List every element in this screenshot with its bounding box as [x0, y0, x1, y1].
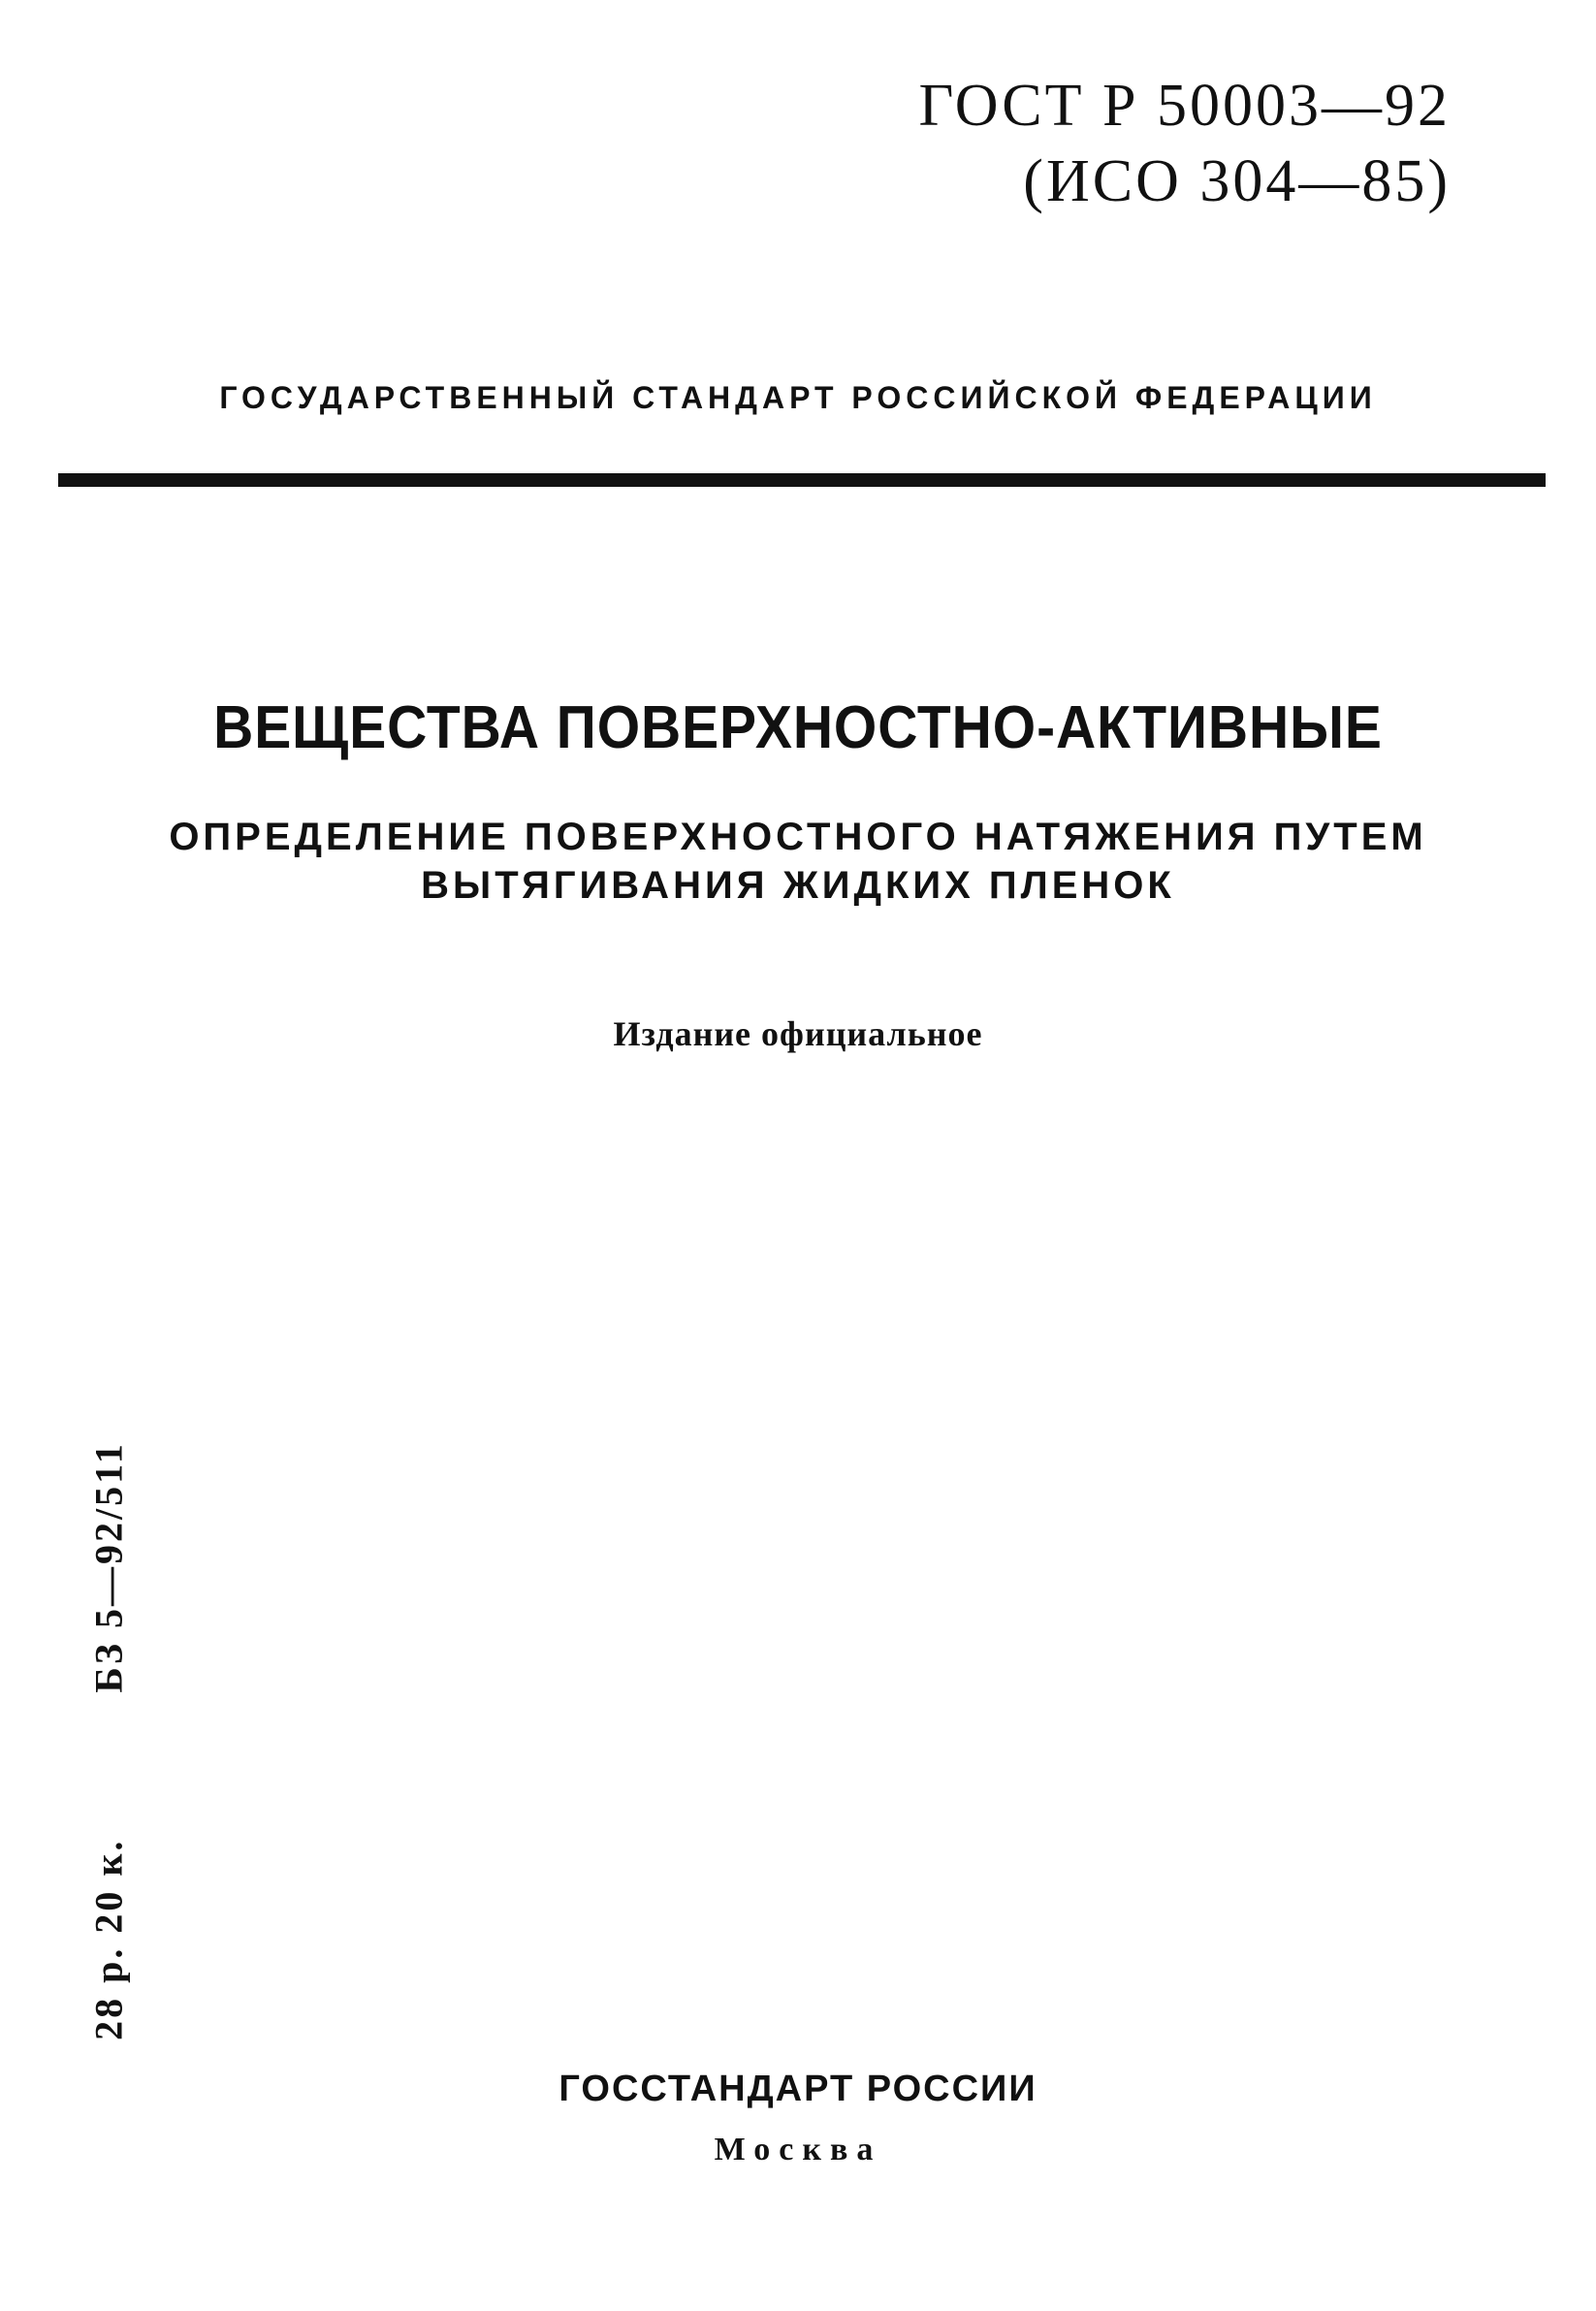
header-divider: [58, 473, 1546, 487]
standard-designation: [918, 68, 1451, 219]
document-subtitle: [0, 813, 1596, 910]
catalog-number: БЗ 5—92/511: [86, 1441, 131, 1693]
document-title: ВЕЩЕСТВА ПОВЕРХНОСТНО-АКТИВНЫЕ: [213, 694, 1383, 761]
edition-label: Издание официальное: [613, 1014, 983, 1053]
gost-number: ГОСТ Р 50003—92: [918, 73, 1451, 139]
price-label: 28 р. 20 к.: [86, 1838, 131, 2040]
subtitle-line-1: ОПРЕДЕЛЕНИЕ ПОВЕРХНОСТНОГО НАТЯЖЕНИЯ ПУТЕМ: [169, 816, 1427, 858]
side-note: [86, 1441, 132, 2040]
iso-number: (ИСО 304—85): [1023, 148, 1451, 214]
state-standard-heading: ГОСУДАРСТВЕННЫЙ СТАНДАРТ РОССИЙСКОЙ ФЕДЕРАЦИИ: [219, 380, 1377, 415]
subtitle-line-2: ВЫТЯГИВАНИЯ ЖИДКИХ ПЛЕНОК: [421, 864, 1175, 907]
publisher: ГОССТАНДАРТ РОССИИ: [559, 2069, 1037, 2109]
publication-city: Москва: [714, 2132, 882, 2167]
